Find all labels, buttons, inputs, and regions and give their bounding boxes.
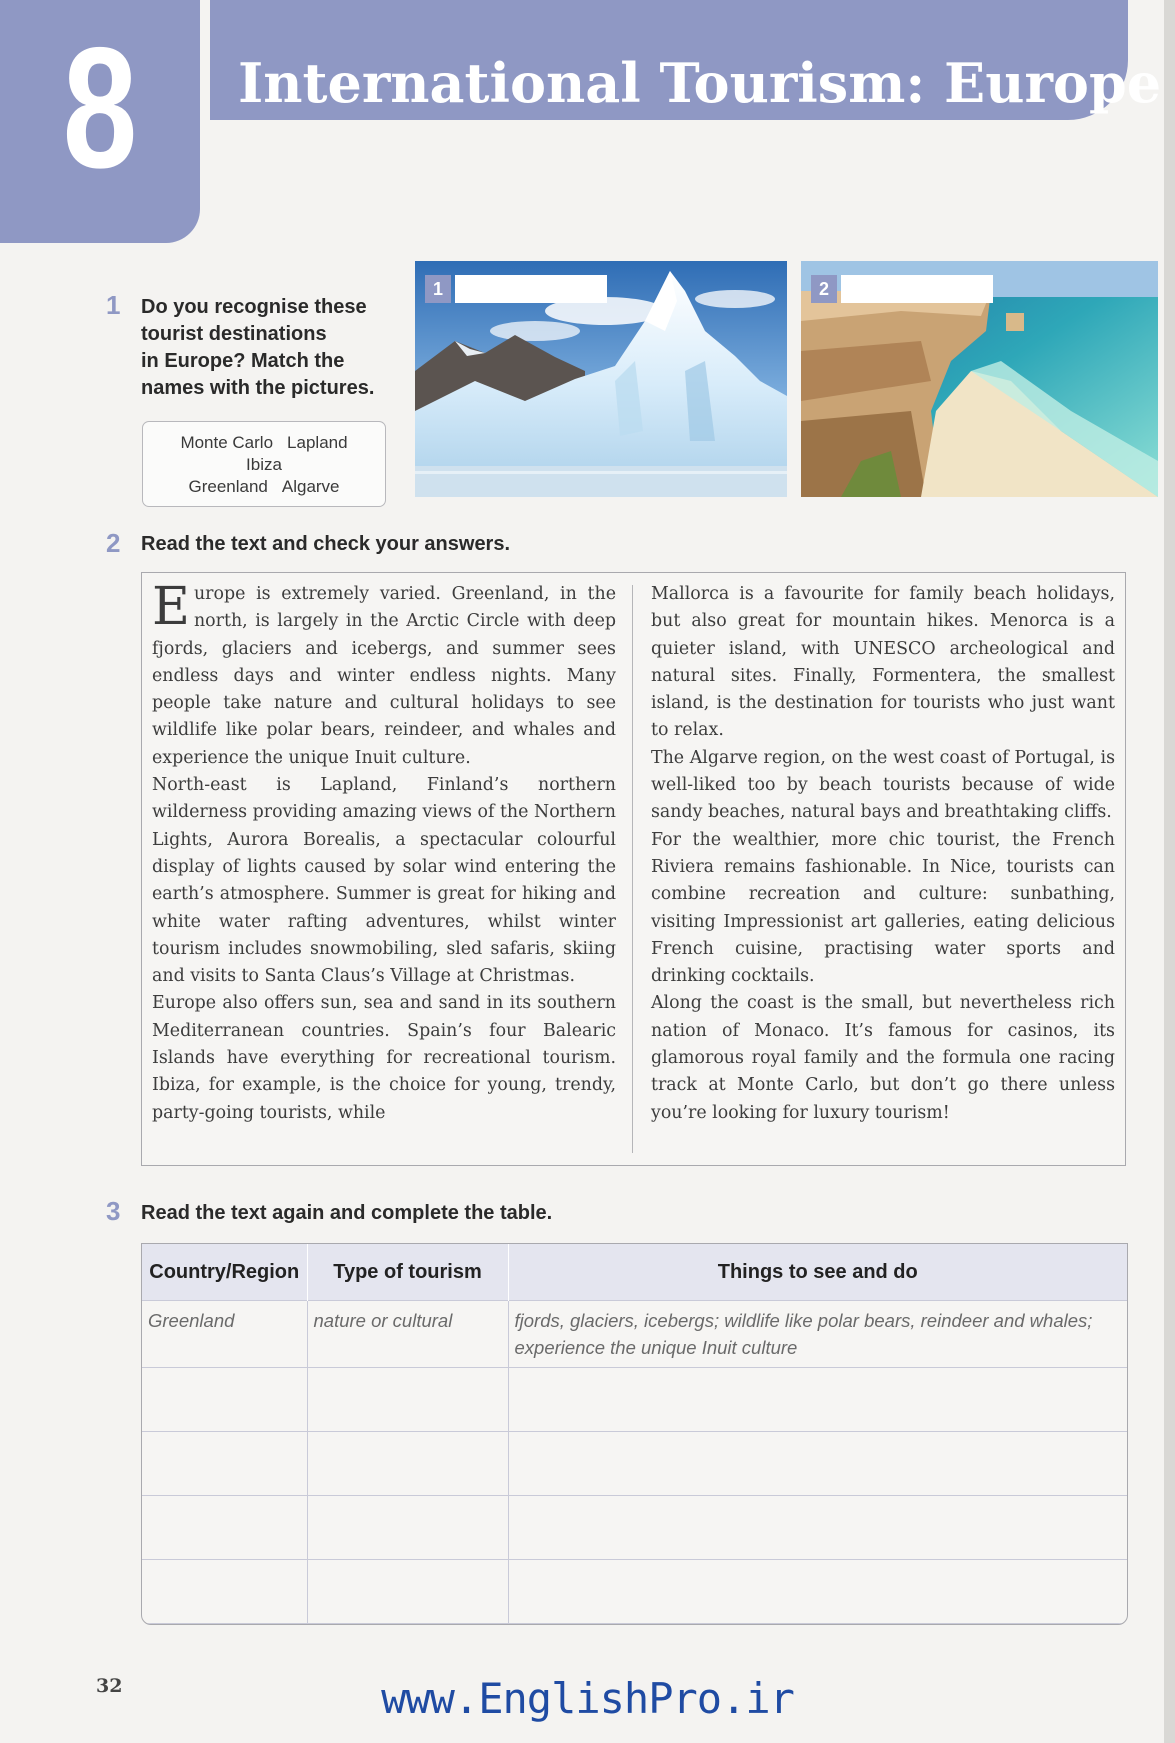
exercise-2-instruction: Read the text and check your answers. [141,533,511,555]
column-header: Type of tourism [307,1244,508,1301]
table-row [142,1432,1127,1496]
paragraph: Along the coast is the small, but nevertheless rich nation of Monaco. It’s famous for casinos, its glamorous royal family and the formula one racing track at Monte Carlo, but don’t go there unless you’re looking for luxury tourism! [651,993,1115,1123]
answer-cell[interactable] [508,1560,1127,1624]
exercise-1-number: 1 [106,290,121,320]
drop-cap: E [152,577,190,637]
paragraph: The Algarve region, on the west coast of Portugal, is well-liked too by beach tourists because of wide sandy beaches, natural bays and breathtaking cliffs. [651,747,1115,823]
website-watermark[interactable]: www.EnglishPro.ir [381,1674,794,1723]
word-option: Monte Carlo [180,433,274,452]
column-divider [632,585,633,1153]
table-row [142,1560,1127,1624]
exercise-2-number: 2 [106,528,121,558]
answer-cell[interactable] [508,1496,1127,1560]
reading-column-right [651,581,1115,1127]
page-edge [1164,0,1175,1743]
answer-blank[interactable] [455,275,607,303]
exercise-3-number: 3 [106,1196,121,1226]
photo-number-label: 2 [811,275,837,303]
cell-type: nature or cultural [307,1301,508,1368]
answer-cell[interactable] [142,1432,307,1496]
tourism-table [141,1243,1128,1625]
column-header: Country/Region [142,1244,307,1301]
unit-number: 8 [62,12,138,204]
answer-cell[interactable] [508,1368,1127,1432]
table-row-example [142,1301,1127,1368]
paragraph: North-east is Lapland, Finland’s northern wilderness providing amazing views of the Northern Lights, Aurora Borealis, a spectacular colourful display of lights caused by solar wind entering the earth’s atmosphere. Summer is great for hiking and white water rafting adventures, whilst winter tourism includes snowmobiling, sled safaris, skiing and visits to Santa Claus’s Village at Christmas. [152,775,616,987]
answer-cell[interactable] [142,1624,307,1626]
paragraph: Europe also offers sun, sea and sand in its southern Mediterranean countries. Spain’s four Balearic Islands have everything for recreational tourism. Ibiza, for example, is the choice for young, trendy, party-going tourists, while [152,993,616,1123]
answer-cell[interactable] [307,1560,508,1624]
answer-cell[interactable] [307,1368,508,1432]
answer-cell[interactable] [307,1432,508,1496]
table-row [142,1368,1127,1432]
photo-number-label: 1 [425,275,451,303]
cell-things: fjords, glaciers, icebergs; wildlife like polar bears, reindeer and whales; experience the unique Inuit culture [508,1301,1127,1368]
page-title: International Tourism: Europe [238,51,1162,115]
instruction-line: Do you recognise these [141,296,367,318]
answer-cell[interactable] [142,1560,307,1624]
column-header: Things to see and do [508,1244,1127,1301]
answer-cell[interactable] [508,1624,1127,1626]
instruction-line: names with the pictures. [141,377,375,399]
word-option: Ibiza [246,455,282,474]
table-row [142,1496,1127,1560]
answer-cell[interactable] [142,1496,307,1560]
word-box [142,421,386,507]
paragraph: Mallorca is a favourite for family beach holidays, but also great for mountain hikes. Menorca is a quieter island, with UNESCO archeological and natural sites. Finally, Formentera, the smallest island, is the destination for tourists who just want to relax. [651,584,1115,741]
answer-cell[interactable] [307,1624,508,1626]
reading-column-left [152,577,616,1127]
table-header-row [142,1244,1127,1301]
answer-cell[interactable] [142,1368,307,1432]
instruction-line: in Europe? Match the [141,350,345,372]
cell-country: Greenland [142,1301,307,1368]
exercise-1-instruction [141,294,401,402]
paragraph: Europe is extremely varied. Greenland, in the north, is largely in the Arctic Circle with deep fjords, glaciers and icebergs, and summer sees endless days and winter endless nights. Many people take nature and cultural holidays to see wildlife like polar bears, reindeer, and whales and experience the unique Inuit culture. [152,577,616,768]
glacier-photo [415,261,787,497]
word-option: Greenland [188,477,268,496]
exercise-3-instruction: Read the text again and complete the table. [141,1202,553,1224]
word-option: Lapland [287,433,348,452]
answer-cell[interactable] [508,1432,1127,1496]
answer-blank[interactable] [841,275,993,303]
word-option: Algarve [281,477,340,496]
instruction-line: tourist destinations [141,323,327,345]
table-row [142,1624,1127,1626]
paragraph: For the wealthier, more chic tourist, the French Riviera remains fashionable. In Nice, tourists can combine recreation and culture: sunbathing, visiting Impressionist art galleries, eating delicious French cuisine, practising water sports and drinking cocktails. [651,829,1115,987]
page-number: 32 [96,1675,123,1697]
beach-photo [801,261,1158,497]
answer-cell[interactable] [307,1496,508,1560]
